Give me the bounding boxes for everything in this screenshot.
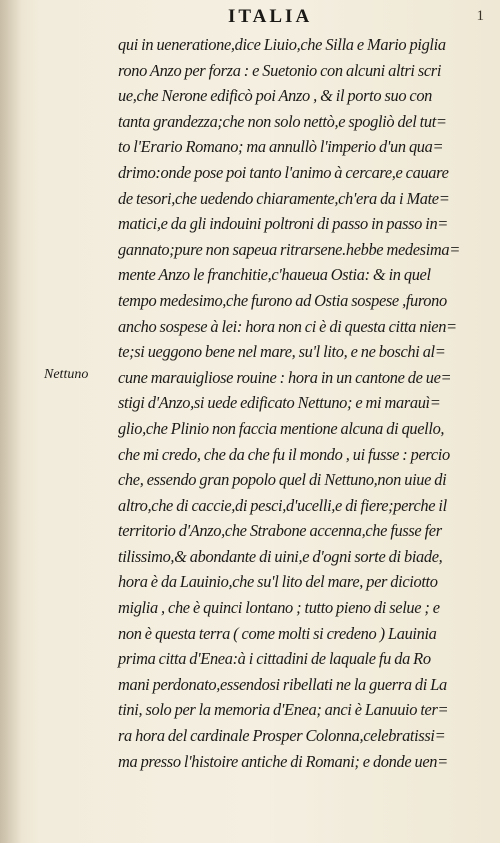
gutter-shadow	[0, 0, 22, 843]
folio-mark: 1	[476, 8, 484, 24]
text-line: qui in ueneratione,dice Liuio,che Silla e Mario piglia	[118, 35, 446, 54]
text-line: drimo:onde pose poi tanto l'animo à cercare,e cauare	[118, 162, 449, 182]
text-line: glio,che Plinio non faccia mentione alcuna di quello,	[118, 418, 445, 438]
text-line: ancho sospese à lei: hora non ci è di questa citta nien=	[118, 316, 457, 336]
text-line: che, essendo gran popolo quel di Nettuno,non uiue di	[118, 470, 447, 490]
text-line: prima citta d'Enea:à i cittadini de laquale fu da Ro	[118, 649, 431, 669]
text-line: tempo medesimo,che furono ad Ostia sospese ,furono	[118, 290, 447, 310]
text-line: tini, solo per la memoria d'Enea; anci è Lanuuio ter=	[118, 700, 449, 720]
body-text	[118, 32, 490, 774]
text-line: te;si ueggono bene nel mare, su'l lito, e ne boschi al=	[118, 342, 446, 362]
text-line: hora è da Lauinio,che su'l lito del mare, per diciotto	[118, 572, 438, 592]
text-line: tanta grandezza;che non solo nettò,e spogliò del tut=	[118, 111, 447, 131]
text-line: ra hora del cardinale Prosper Colonna,celebratissi=	[118, 726, 446, 746]
text-line: de tesori,che uedendo chiaramente,ch'era da i Mate=	[118, 188, 450, 208]
page-header	[0, 6, 500, 30]
text-line: ue,che Nerone edificò poi Anzo , & il porto suo con	[118, 86, 433, 106]
text-line: stigi d'Anzo,si uede edificato Nettuno; e mi marauì=	[118, 393, 441, 413]
text-line: tilissimo,& abondante di uini,e d'ogni sorte di biade,	[118, 546, 443, 566]
text-line: ma presso l'histoire antiche di Romani; e donde uen=	[118, 751, 448, 771]
text-line: matici,e da gli indouini poltroni di passo in passo in=	[118, 214, 449, 234]
text-line: miglia , che è quinci lontano ; tutto pieno di selue ; e	[118, 598, 440, 618]
text-line: mente Anzo le franchitie,c'haueua Ostia: & in quel	[118, 265, 431, 285]
marginal-note: Nettuno	[44, 367, 89, 382]
text-line: to l'Erario Romano; ma annullò l'imperio d'un qua=	[118, 137, 444, 157]
text-line: mani perdonato,essendosi ribellati ne la guerra di La	[118, 674, 447, 694]
text-line: territorio d'Anzo,che Strabone accenna,che fusse fer	[118, 521, 442, 541]
text-line: che mi credo, che da che fu il mondo , ui fusse : percio	[118, 444, 450, 464]
text-line: altro,che di caccie,di pesci,d'ucelli,e di fiere;perche il	[118, 495, 447, 515]
text-line: gannato;pure non sapeua ritrarsene.hebbe medesima=	[118, 239, 460, 259]
text-line: rono Anzo per forza : e Suetonio con alcuni altri scri	[118, 60, 442, 80]
text-line: non è questa terra ( come molti si credeno ) Lauinia	[118, 623, 437, 643]
text-line: cune marauigliose rouine : hora in un cantone de ue=	[118, 367, 452, 387]
running-title: ITALIA	[228, 6, 313, 27]
